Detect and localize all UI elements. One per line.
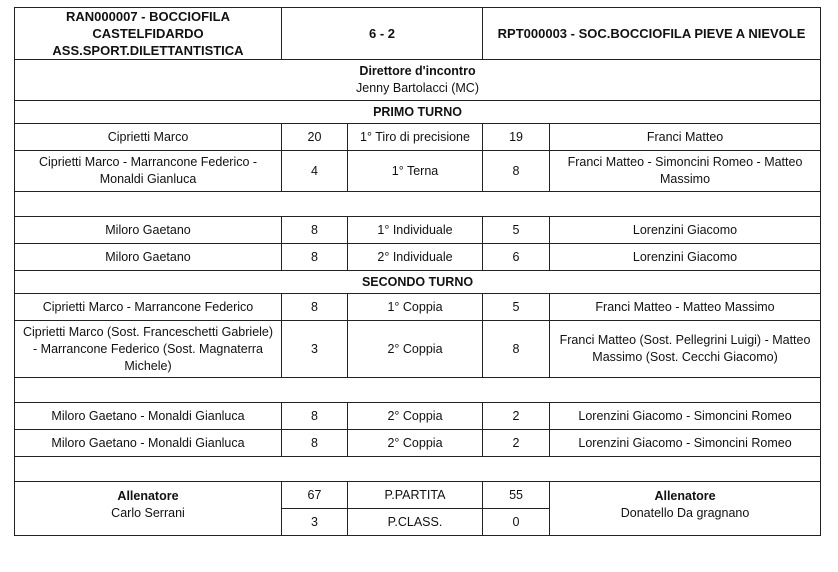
home-coach-label: Allenatore [117,489,179,503]
match-row [15,151,821,192]
home-score: 8 [282,244,348,271]
event-name: 1° Individuale [348,217,483,244]
partita-label: P.PARTITA [348,482,483,509]
match-row [15,403,821,430]
away-score: 5 [483,294,550,321]
away-score: 2 [483,403,550,430]
away-players: Franci Matteo (Sost. Pellegrini Luigi) - Matteo Massimo (Sost. Cecchi Giacomo) [550,321,821,378]
home-coach-cell [15,482,282,536]
director-row [15,60,821,101]
spacer-cell [15,192,821,217]
away-players: Franci Matteo - Simoncini Romeo - Matteo Massimo [550,151,821,192]
match-score: 6 - 2 [282,8,483,60]
spacer-row [15,192,821,217]
event-name: 1° Tiro di precisione [348,124,483,151]
home-score: 4 [282,151,348,192]
event-name: 2° Coppia [348,403,483,430]
away-score: 5 [483,217,550,244]
spacer-row [15,457,821,482]
section-second-round [15,271,821,294]
home-team-name: RAN000007 - BOCCIOFILA CASTELFIDARDO ASS.SPORT.DILETTANTISTICA [15,8,282,60]
director-cell [15,60,821,101]
match-row [15,244,821,271]
event-name: 2° Coppia [348,321,483,378]
totals-row-partita [15,482,821,509]
spacer-cell [15,378,821,403]
match-report-table [14,7,821,536]
away-coach-cell [550,482,821,536]
away-score: 8 [483,151,550,192]
section-title: PRIMO TURNO [15,101,821,124]
spacer-row [15,378,821,403]
away-players: Lorenzini Giacomo [550,217,821,244]
away-coach-label: Allenatore [654,489,716,503]
home-players: Miloro Gaetano - Monaldi Gianluca [15,430,282,457]
away-score: 19 [483,124,550,151]
section-first-round [15,101,821,124]
home-coach-name: Carlo Serrani [111,506,185,520]
away-players: Franci Matteo [550,124,821,151]
home-score: 8 [282,294,348,321]
home-partita-points: 67 [282,482,348,509]
match-row [15,321,821,378]
event-name: 1° Terna [348,151,483,192]
match-row [15,294,821,321]
event-name: 2° Individuale [348,244,483,271]
class-label: P.CLASS. [348,509,483,536]
home-players: Ciprietti Marco [15,124,282,151]
home-score: 8 [282,430,348,457]
away-players: Lorenzini Giacomo - Simoncini Romeo [550,403,821,430]
home-class-points: 3 [282,509,348,536]
home-players: Ciprietti Marco (Sost. Franceschetti Gabriele) - Marrancone Federico (Sost. Magnaterra Michele) [15,321,282,378]
event-name: 1° Coppia [348,294,483,321]
away-class-points: 0 [483,509,550,536]
away-score: 2 [483,430,550,457]
home-score: 20 [282,124,348,151]
home-score: 8 [282,217,348,244]
header-row [15,8,821,60]
away-team-name: RPT000003 - SOC.BOCCIOFILA PIEVE A NIEVOLE [483,8,821,60]
home-score: 3 [282,321,348,378]
away-coach-name: Donatello Da gragnano [620,506,750,520]
match-row [15,217,821,244]
home-players: Ciprietti Marco - Marrancone Federico - Monaldi Gianluca [15,151,282,192]
away-score: 8 [483,321,550,378]
away-players: Lorenzini Giacomo - Simoncini Romeo [550,430,821,457]
away-players: Franci Matteo - Matteo Massimo [550,294,821,321]
director-name: Jenny Bartolacci (MC) [356,81,479,95]
home-players: Miloro Gaetano [15,244,282,271]
director-label: Direttore d'incontro [359,64,476,78]
section-title: SECONDO TURNO [15,271,821,294]
home-players: Miloro Gaetano [15,217,282,244]
home-players: Ciprietti Marco - Marrancone Federico [15,294,282,321]
away-partita-points: 55 [483,482,550,509]
spacer-cell [15,457,821,482]
event-name: 2° Coppia [348,430,483,457]
away-score: 6 [483,244,550,271]
away-players: Lorenzini Giacomo [550,244,821,271]
home-score: 8 [282,403,348,430]
home-players: Miloro Gaetano - Monaldi Gianluca [15,403,282,430]
match-row [15,124,821,151]
match-row [15,430,821,457]
